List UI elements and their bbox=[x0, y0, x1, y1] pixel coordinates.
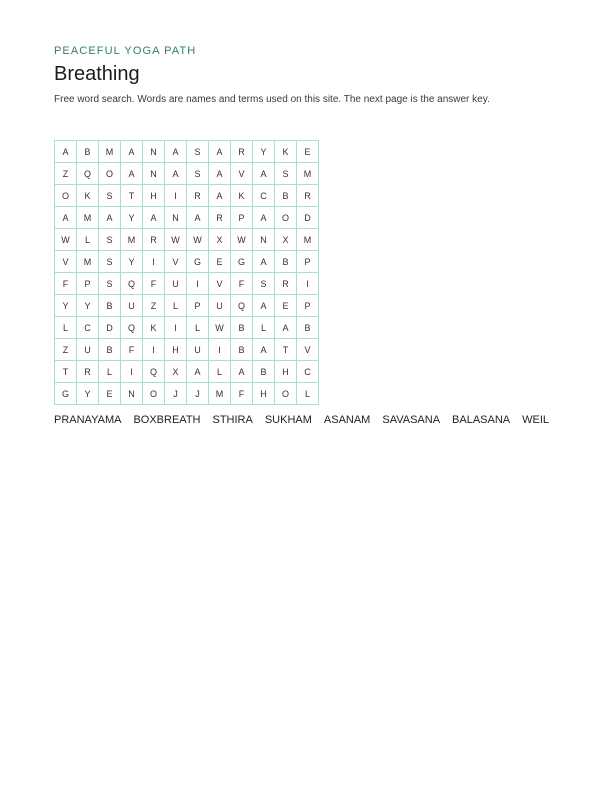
grid-cell: H bbox=[165, 339, 187, 361]
grid-cell: M bbox=[77, 207, 99, 229]
grid-cell: U bbox=[209, 295, 231, 317]
grid-cell: S bbox=[99, 273, 121, 295]
grid-cell: I bbox=[165, 185, 187, 207]
grid-cell: C bbox=[297, 361, 319, 383]
grid-cell: T bbox=[275, 339, 297, 361]
grid-cell: Z bbox=[55, 163, 77, 185]
grid-cell: N bbox=[253, 229, 275, 251]
grid-cell: K bbox=[77, 185, 99, 207]
grid-cell: A bbox=[187, 207, 209, 229]
grid-cell: J bbox=[165, 383, 187, 405]
grid-cell: T bbox=[55, 361, 77, 383]
grid-row bbox=[55, 141, 319, 163]
grid-cell: B bbox=[99, 339, 121, 361]
grid-cell: B bbox=[275, 185, 297, 207]
grid-cell: P bbox=[297, 251, 319, 273]
grid-cell: V bbox=[209, 273, 231, 295]
grid-cell: W bbox=[231, 229, 253, 251]
grid-cell: G bbox=[187, 251, 209, 273]
grid-cell: A bbox=[253, 207, 275, 229]
grid-cell: F bbox=[121, 339, 143, 361]
grid-cell: H bbox=[143, 185, 165, 207]
grid-cell: W bbox=[165, 229, 187, 251]
grid-cell: I bbox=[143, 339, 165, 361]
grid-cell: B bbox=[231, 339, 253, 361]
grid-cell: I bbox=[187, 273, 209, 295]
grid-cell: S bbox=[253, 273, 275, 295]
grid-cell: F bbox=[231, 383, 253, 405]
grid-cell: L bbox=[55, 317, 77, 339]
grid-row bbox=[55, 273, 319, 295]
grid-cell: A bbox=[253, 295, 275, 317]
grid-cell: U bbox=[121, 295, 143, 317]
grid-cell: A bbox=[99, 207, 121, 229]
grid-cell: R bbox=[187, 185, 209, 207]
grid-cell: M bbox=[297, 229, 319, 251]
grid-cell: U bbox=[187, 339, 209, 361]
grid-cell: P bbox=[231, 207, 253, 229]
grid-cell: S bbox=[99, 185, 121, 207]
grid-cell: I bbox=[209, 339, 231, 361]
grid-row bbox=[55, 229, 319, 251]
grid-cell: F bbox=[231, 273, 253, 295]
word-list bbox=[54, 414, 549, 426]
grid-cell: Y bbox=[253, 141, 275, 163]
word-list-item: ASANAM bbox=[323, 414, 371, 426]
grid-cell: N bbox=[121, 383, 143, 405]
grid-cell: M bbox=[209, 383, 231, 405]
grid-cell: A bbox=[253, 339, 275, 361]
grid-cell: I bbox=[165, 317, 187, 339]
grid-cell: M bbox=[77, 251, 99, 273]
grid-cell: X bbox=[165, 361, 187, 383]
grid-cell: L bbox=[99, 361, 121, 383]
grid-cell: S bbox=[99, 229, 121, 251]
grid-cell: Q bbox=[121, 273, 143, 295]
grid-cell: P bbox=[187, 295, 209, 317]
grid-cell: A bbox=[187, 361, 209, 383]
word-list-item: PRANAYAMA bbox=[54, 414, 122, 426]
grid-cell: B bbox=[253, 361, 275, 383]
grid-cell: P bbox=[77, 273, 99, 295]
grid-cell: F bbox=[143, 273, 165, 295]
word-list-item: STHIRA bbox=[212, 414, 253, 426]
grid-cell: G bbox=[231, 251, 253, 273]
grid-cell: G bbox=[55, 383, 77, 405]
grid-cell: S bbox=[275, 163, 297, 185]
grid-cell: U bbox=[165, 273, 187, 295]
grid-cell: V bbox=[231, 163, 253, 185]
grid-cell: S bbox=[187, 163, 209, 185]
grid-cell: Q bbox=[231, 295, 253, 317]
grid-cell: P bbox=[297, 295, 319, 317]
grid-cell: M bbox=[99, 141, 121, 163]
grid-cell: Y bbox=[55, 295, 77, 317]
grid-cell: H bbox=[253, 383, 275, 405]
grid-cell: A bbox=[121, 141, 143, 163]
word-list-item: BALASANA bbox=[452, 414, 511, 426]
grid-row bbox=[55, 339, 319, 361]
grid-cell: N bbox=[143, 163, 165, 185]
grid-cell: H bbox=[275, 361, 297, 383]
grid-cell: A bbox=[253, 251, 275, 273]
grid-cell: V bbox=[165, 251, 187, 273]
grid-cell: L bbox=[297, 383, 319, 405]
grid-cell: R bbox=[275, 273, 297, 295]
grid-row bbox=[55, 207, 319, 229]
grid-row bbox=[55, 383, 319, 405]
grid-cell: K bbox=[275, 141, 297, 163]
grid-row bbox=[55, 317, 319, 339]
grid-cell: C bbox=[77, 317, 99, 339]
grid-cell: W bbox=[209, 317, 231, 339]
grid-cell: A bbox=[143, 207, 165, 229]
grid-cell: V bbox=[297, 339, 319, 361]
grid-cell: A bbox=[231, 361, 253, 383]
grid-cell: B bbox=[99, 295, 121, 317]
word-list-item: SAVASANA bbox=[382, 414, 441, 426]
grid-cell: Y bbox=[77, 383, 99, 405]
grid-cell: B bbox=[297, 317, 319, 339]
grid-cell: O bbox=[275, 207, 297, 229]
grid-cell: A bbox=[165, 141, 187, 163]
grid-cell: Q bbox=[121, 317, 143, 339]
grid-cell: E bbox=[297, 141, 319, 163]
grid-cell: Q bbox=[143, 361, 165, 383]
grid-cell: Y bbox=[121, 207, 143, 229]
grid-cell: E bbox=[275, 295, 297, 317]
grid-cell: M bbox=[297, 163, 319, 185]
grid-cell: R bbox=[209, 207, 231, 229]
grid-cell: E bbox=[209, 251, 231, 273]
grid-cell: A bbox=[165, 163, 187, 185]
grid-cell: Y bbox=[121, 251, 143, 273]
grid-cell: Z bbox=[143, 295, 165, 317]
grid-cell: N bbox=[165, 207, 187, 229]
grid-cell: O bbox=[275, 383, 297, 405]
grid-cell: O bbox=[143, 383, 165, 405]
grid-cell: A bbox=[55, 141, 77, 163]
grid-cell: B bbox=[77, 141, 99, 163]
grid-cell: A bbox=[209, 185, 231, 207]
grid-cell: E bbox=[99, 383, 121, 405]
grid-cell: R bbox=[297, 185, 319, 207]
grid-cell: L bbox=[77, 229, 99, 251]
grid-cell: Z bbox=[55, 339, 77, 361]
grid-cell: R bbox=[77, 361, 99, 383]
grid-cell: I bbox=[121, 361, 143, 383]
grid-cell: W bbox=[55, 229, 77, 251]
grid-cell: J bbox=[187, 383, 209, 405]
page-description: Free word search. Words are names and terms used on this site. The next page is the answer key. bbox=[54, 94, 490, 105]
grid-row bbox=[55, 361, 319, 383]
grid-cell: B bbox=[275, 251, 297, 273]
grid-cell: Y bbox=[77, 295, 99, 317]
grid-cell: Q bbox=[77, 163, 99, 185]
grid-cell: C bbox=[253, 185, 275, 207]
grid-cell: W bbox=[187, 229, 209, 251]
grid-cell: B bbox=[231, 317, 253, 339]
grid-cell: S bbox=[187, 141, 209, 163]
grid-cell: A bbox=[55, 207, 77, 229]
grid-cell: A bbox=[121, 163, 143, 185]
word-search-grid bbox=[54, 140, 319, 405]
grid-cell: F bbox=[55, 273, 77, 295]
grid-cell: K bbox=[231, 185, 253, 207]
word-list-item: SUKHAM bbox=[264, 414, 312, 426]
grid-cell: R bbox=[231, 141, 253, 163]
grid-cell: M bbox=[121, 229, 143, 251]
grid-cell: I bbox=[143, 251, 165, 273]
word-list-item: WEIL bbox=[522, 414, 550, 426]
grid-cell: R bbox=[143, 229, 165, 251]
grid-row bbox=[55, 163, 319, 185]
grid-cell: A bbox=[209, 163, 231, 185]
grid-cell: L bbox=[187, 317, 209, 339]
grid-cell: D bbox=[99, 317, 121, 339]
grid-cell: L bbox=[253, 317, 275, 339]
grid-cell: K bbox=[143, 317, 165, 339]
grid-cell: X bbox=[209, 229, 231, 251]
grid-cell: O bbox=[55, 185, 77, 207]
grid-row bbox=[55, 295, 319, 317]
page-title: Breathing bbox=[54, 63, 140, 85]
grid-cell: X bbox=[275, 229, 297, 251]
grid-cell: A bbox=[253, 163, 275, 185]
grid-cell: A bbox=[209, 141, 231, 163]
grid-row bbox=[55, 185, 319, 207]
grid-cell: O bbox=[99, 163, 121, 185]
grid-cell: N bbox=[143, 141, 165, 163]
grid-row bbox=[55, 251, 319, 273]
grid-cell: D bbox=[297, 207, 319, 229]
grid-cell: A bbox=[275, 317, 297, 339]
grid-cell: I bbox=[297, 273, 319, 295]
grid-cell: L bbox=[209, 361, 231, 383]
grid-cell: U bbox=[77, 339, 99, 361]
grid-cell: V bbox=[55, 251, 77, 273]
word-list-item: BOXBREATH bbox=[133, 414, 201, 426]
brand-name: PEACEFUL YOGA PATH bbox=[54, 45, 197, 57]
grid-cell: L bbox=[165, 295, 187, 317]
grid-cell: S bbox=[99, 251, 121, 273]
grid-cell: T bbox=[121, 185, 143, 207]
